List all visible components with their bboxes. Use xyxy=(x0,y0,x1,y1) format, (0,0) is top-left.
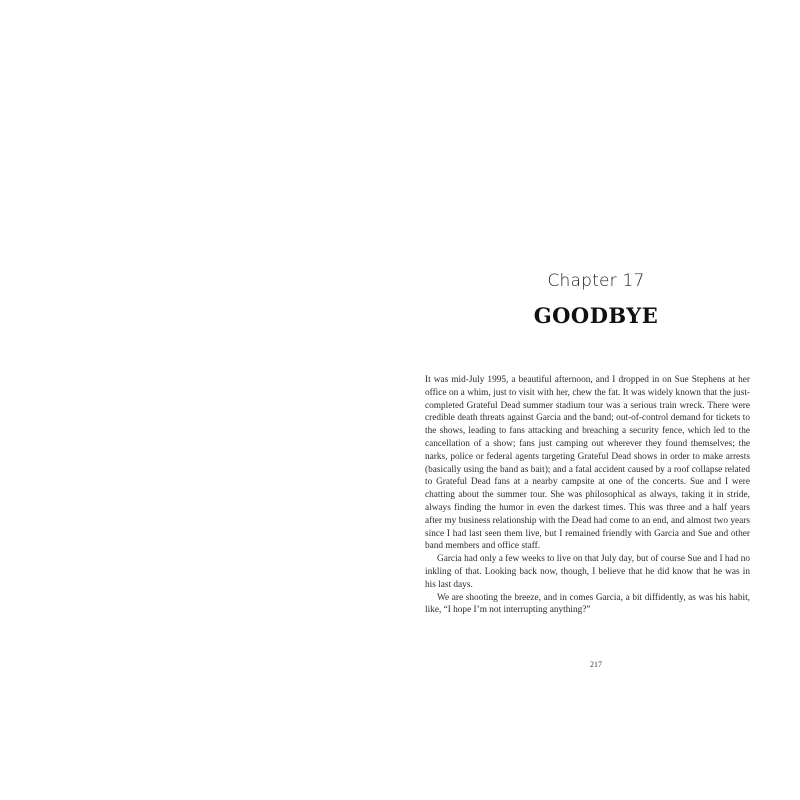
chapter-number: Chapter 17 xyxy=(547,271,645,291)
right-page xyxy=(400,0,800,800)
page-number: 217 xyxy=(590,660,602,669)
chapter-title: GOODBYE xyxy=(533,303,659,328)
paragraph-2: Garcia had only a few weeks to live on that July day, but of course Sue and I had no inkling of that. Looking back now, though, I believe that he did know that he was in his last days. xyxy=(425,554,750,590)
paragraph-1: It was mid-July 1995, a beautiful afternoon, and I dropped in on Sue Stephens at her office on a whim, just to visit with her, chew the fat. It was widely known that the just-completed Grateful Dead summer stadium tour was a serious train wreck. There were credible death threats against Garcia and the band; out-of-control demand for tickets to the shows, leading to fans attacking and breaching a security fence, which led to the cancellation of a show; fans just camping out wherever they found themselves; the narks, police or federal agents targeting Grateful Dead shows in order to make arrests (basically using the band as bait); and a fatal accident caused by a roof collapse related to Grateful Dead fans at a nearby campsite at one of the concerts. Sue and I were chatting about the summer tour. She was philosophical as always, taking it in stride, always finding the humor in even the darkest times. This was three and a half years after my business relationship with the Dead had come to an end, and almost two years since I had last seen them live, but I remained friendly with Garcia and Sue and other band members and office staff. xyxy=(425,375,750,552)
chapter-body-text xyxy=(425,374,750,617)
paragraph-3: We are shooting the breeze, and in comes Garcia, a bit diffidently, as was his habit, like, “I hope I’m not interrupting anything?” xyxy=(425,592,750,616)
